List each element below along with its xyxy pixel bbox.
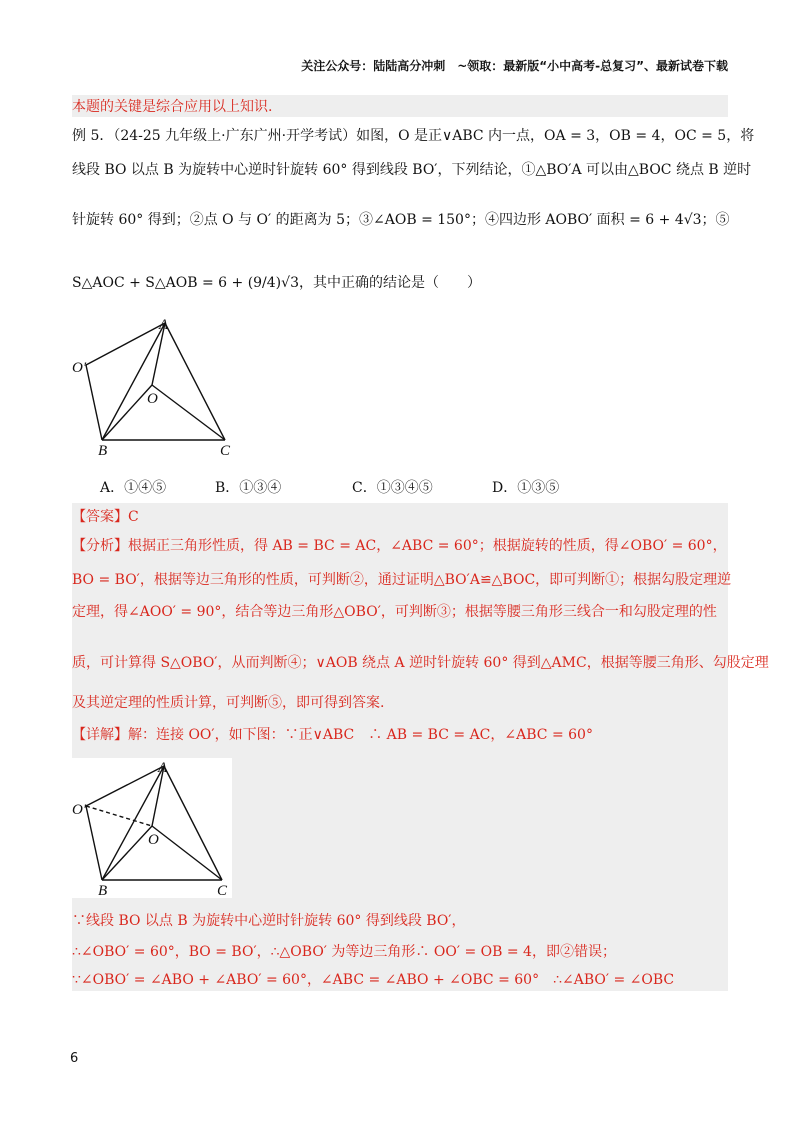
step-line-2: ∴∠OBO′ = 60°，BO = BO′，∴△OBO′ 为等边三角形∴ OO′ = OB = 4，即②错误；: [72, 944, 616, 960]
analysis-line-1: [72, 536, 728, 556]
analysis-line-2: BO = BO′，根据等边三角形的性质，可判断②，通过证明△BO′A≌△BOC，即可判断①；根据勾股定理逆: [72, 572, 732, 588]
detail-line: 【详解】解：连接 OO′，如下图：∵正∨ABC ∴ AB = BC = AC，∠ABC = 60°: [72, 727, 593, 743]
figure-2: [72, 758, 232, 898]
fig1-label-o-prime: O′: [72, 360, 87, 376]
fig2-label-a: A: [158, 760, 168, 776]
question-line-2: 线段 BO 以点 B 为旋转中心逆时针旋转 60° 得到线段 BO′，下列结论，①△BO′A 可以由△BOC 绕点 B 逆时: [72, 162, 752, 178]
key-note: 本题的关键是综合应用以上知识.: [72, 99, 273, 115]
page-number: 6: [70, 1051, 79, 1066]
fig1-label-o: O: [147, 391, 158, 407]
fig2-label-c: C: [217, 883, 228, 898]
analysis-text-1: 【分析】根据正三角形性质，得 AB = BC = AC，∠ABC = 60°；根据旋转的性质，得∠OBO′ = 60°，: [72, 538, 727, 554]
step-line-1: ∵线段 BO 以点 B 为旋转中心逆时针旋转 60° 得到线段 BO′，: [72, 913, 466, 929]
question-line-3: 针旋转 60° 得到；②点 O 与 O′ 的距离为 5；③∠AOB = 150°；④四边形 AOBO′ 面积 = 6 + 4√3；⑤: [72, 212, 730, 228]
figure-1: [70, 315, 240, 460]
option-b[interactable]: B．①③④: [215, 480, 282, 496]
option-c[interactable]: C．①③④⑤: [352, 480, 433, 496]
analysis-line-4: 质，可计算得 S△OBO′，从而判断④；∨AOB 绕点 A 逆时针旋转 60° 得到△AMC，根据等腰三角形、勾股定理: [72, 655, 769, 671]
fig2-label-b: B: [98, 883, 108, 898]
option-a[interactable]: A．①④⑤: [100, 480, 167, 496]
analysis-line-5: 及其逆定理的性质计算，可判断⑤，即可得到答案.: [72, 695, 385, 711]
fig2-label-o: O: [148, 832, 159, 848]
answer-line: 【答案】C: [72, 509, 139, 525]
step-line-3: ∵∠OBO′ = ∠ABO + ∠ABO′ = 60°，∠ABC = ∠ABO + ∠OBC = 60° ∴∠ABO′ = ∠OBC: [72, 972, 675, 988]
fig1-label-c: C: [220, 443, 231, 459]
option-d[interactable]: D．①③⑤: [492, 480, 560, 496]
page-header: 关注公众号：陆陆高分冲刺 ~领取：最新版“小中高考-总复习”、最新试卷下载: [301, 59, 728, 73]
question-line-1: 例 5．（24-25 九年级上·广东广州·开学考试）如图，O 是正∨ABC 内一点，OA = 3，OB = 4，OC = 5，将: [72, 128, 755, 144]
fig1-label-a: A: [159, 317, 169, 333]
fig2-label-o-prime: O′: [72, 802, 87, 818]
question-line-4: S△AOC + S△AOB = 6 + (9/4)√3，其中正确的结论是（ ）: [72, 275, 481, 291]
analysis-line-3: 定理，得∠AOO′ = 90°，结合等边三角形△OBO′，可判断③；根据等腰三角形三线合一和勾股定理的性: [72, 604, 717, 620]
fig1-label-b: B: [98, 443, 108, 459]
